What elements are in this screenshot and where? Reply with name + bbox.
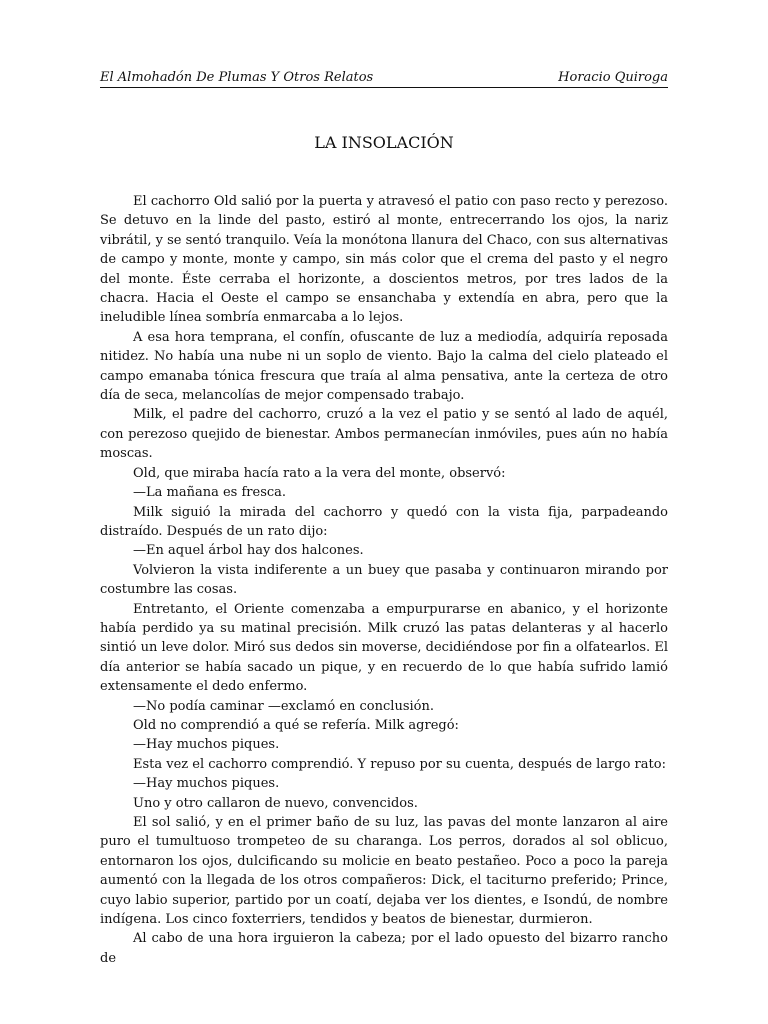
paragraph: Uno y otro callaron de nuevo, convencidos.	[133, 795, 418, 811]
paragraph: Milk siguió la mirada del cachorro y quedó con la vista fija, parpadeando distraído. Después de un rato dijo:	[100, 504, 668, 539]
dialogue-line: —Hay muchos piques.	[133, 776, 280, 792]
running-header	[100, 70, 668, 88]
paragraph: A esa hora temprana, el confín, ofuscante de luz a mediodía, adquiría reposada nitidez. No había una nube ni un soplo de viento. Bajo la calma del cielo plateado el campo emanaba tónica frescura que traía al alma pensativa, ante la certeza de otro día de seca, melancolías de mejor compensado trabajo.	[100, 329, 668, 404]
dialogue-line: —Hay muchos piques.	[133, 737, 280, 753]
paragraph: Al cabo de una hora irguieron la cabeza; por el lado opuesto del bizarro rancho de	[100, 931, 668, 966]
author-name: Horacio Quiroga	[558, 70, 668, 85]
paragraph: Entretanto, el Oriente comenzaba a empurpurarse en abanico, y el horizonte había perdido ya su matinal precisión. Milk cruzó las patas delanteras y al hacerlo sintió un leve dolor. Miró sus dedos sin moverse, decidiéndose por fin a olfatearlos. El día anterior se había sacado un pique, y en recuerdo de lo que había sufrido lamió extensamente el dedo enfermo.	[100, 601, 668, 695]
paragraph: El cachorro Old salió por la puerta y atravesó el patio con paso recto y perezoso. Se detuvo en la linde del pasto, estiró al monte, entrecerrando los ojos, la nariz vibrátil, y se sentó tranquilo. Veía la monótona llanura del Chaco, con sus alternativas de campo y monte, monte y campo, sin más color que el crema del pasto y el negro del monte. Éste cerraba el horizonte, a doscientos metros, por tres lados de la chacra. Hacia el Oeste el campo se ensanchaba y extendía en abra, pero que la ineludible línea sombría enmarcaba a lo lejos.	[100, 194, 668, 326]
chapter-title: LA INSOLACIÓN	[314, 133, 454, 152]
paragraph: Esta vez el cachorro comprendió. Y repuso por su cuenta, después de largo rato:	[133, 756, 666, 772]
dialogue-line: —En aquel árbol hay dos halcones.	[133, 543, 364, 559]
paragraph: El sol salió, y en el primer baño de su luz, las pavas del monte lanzaron al aire puro el tumultuoso trompeteo de su charanga. Los perros, dorados al sol oblicuo, entornaron los ojos, dulcificando su molicie en beato pestañeo. Poco a poco la pareja aumentó con la llegada de los otros compañeros: Dick, el taciturno preferido; Prince, cuyo labio superior, partido por un coatí, dejaba ver los dientes, e Isondú, de nombre indígena. Los cinco foxterriers, tendidos y beatos de bienestar, durmieron.	[100, 815, 668, 928]
dialogue-line: —No podía caminar —exclamó en conclusión.	[133, 698, 434, 714]
paragraph: Volvieron la vista indiferente a un buey que pasaba y continuaron mirando por costumbre las cosas.	[100, 562, 668, 598]
dialogue-line: —La mañana es fresca.	[133, 485, 287, 501]
body-text	[100, 192, 668, 968]
paragraph: Old no comprendió a qué se refería. Milk agregó:	[133, 717, 459, 733]
paragraph: Old, que miraba hacía rato a la vera del monte, observó:	[133, 465, 506, 481]
paragraph: Milk, el padre del cachorro, cruzó a la vez el patio y se sentó al lado de aquél, con perezoso quejido de bienestar. Ambos permanecían inmóviles, pues aún no había moscas.	[100, 407, 668, 462]
book-title: El Almohadón De Plumas Y Otros Relatos	[100, 70, 374, 85]
